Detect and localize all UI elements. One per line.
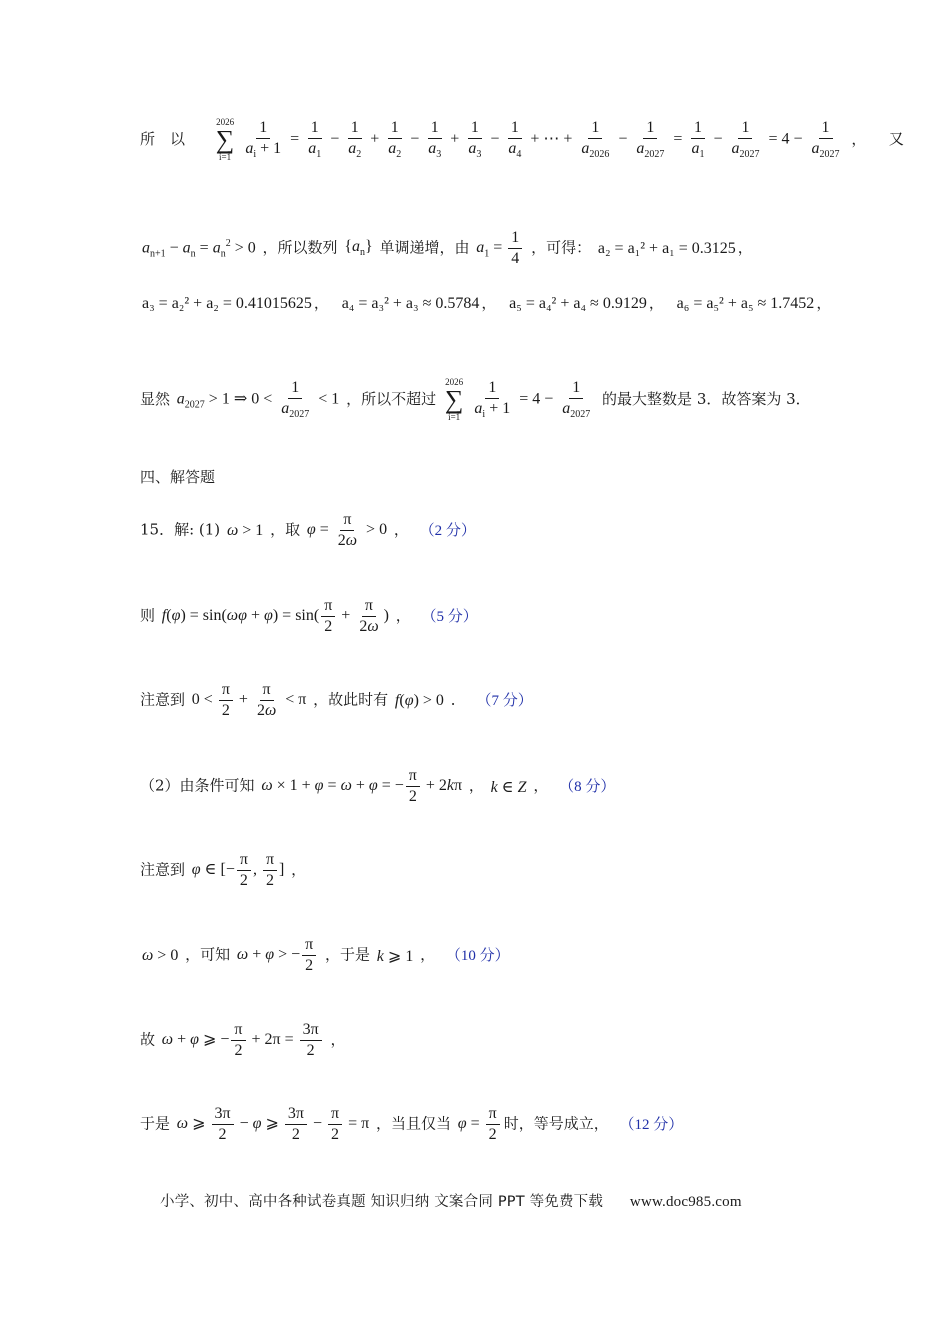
sequence-symbol: $\{a_n\}$ <box>344 238 373 259</box>
footer-text: 小学、初中、高中各种试卷真题 知识归纳 文案合同 PPT 等免费下载 <box>160 1194 604 1210</box>
telescoping-formula: 2026 ∑ i=1 $\frac{1}{a_i + 1}$ = $\frac{1}{a_1}$ − $\frac{1}{a_2}$ + $\frac{1}{a_2}$ − $\frac{1}{a_3}$ + $\frac{1}{a_3}$ − $\frac{1}{a_4}$ + ⋯ + $\frac{1}{a_{2026}}$ − $\frac{1}{a_{2027}}$ = $\frac{1}{a_1}$ − $\frac{1}{a_{2027}}$ = 4 − $\frac{1}{a_{2027}}$ <box>215 117 840 162</box>
line-observe-2: 注意到 φ ∈ [− $\frac{\pi}{2}$ , $\frac{\pi}{2}$ ] ， <box>140 851 307 889</box>
score-2: （2 分） <box>419 522 476 539</box>
line-k-bound: ω > 0 ，可知 ω + φ > − $\frac{\pi}{2}$ ，于是 k ⩾ 1 ， （10 分） <box>142 936 510 974</box>
line1-prefix: 所 以 <box>140 130 186 148</box>
a3-value: a₃ = a₂² + a₂ = 0.41015625 <box>142 295 312 312</box>
line2-text-a: ，所以数列 <box>262 238 338 257</box>
a5-value: a₅ = a₄² + a₄ ≈ 0.9129 <box>509 295 647 312</box>
line-q15-part2: （2）由条件可知 ω × 1 + φ = ω + φ = − $\frac{\pi}{2}$ + 2kπ ， k ∈ Z ， （8 分） <box>140 767 616 805</box>
footer-url[interactable]: www.doc985.com <box>629 1194 742 1210</box>
line2-text-b: 单调递增，由 <box>379 238 470 257</box>
line-therefore: 故 ω + φ ⩾ − $\frac{\pi}{2}$ + 2π = $\frac{3\pi}{2}$ ， <box>140 1021 346 1059</box>
score-10: （10 分） <box>445 947 510 964</box>
a2027-bound: $a_{2027} > 1$ ⇒ 0 < $\frac{1}{a_{2027}}$ < 1 <box>176 379 340 421</box>
line-q15-part1: 15．解: (1) ω > 1 ，取 φ = $\frac{\pi}{2\omega}$ > 0 ， （2 分） <box>140 511 476 549</box>
line-observe-1: 注意到 0 < $\frac{\pi}{2}$ + $\frac{\pi}{2\omega}$ < π ，故此时有 f(φ) > 0 ． （7 分） <box>140 681 533 719</box>
score-8: （8 分） <box>559 778 616 795</box>
line4-prefix: 显然 <box>140 390 171 408</box>
line4-suffix: 的最大整数是 3．故答案为 3． <box>602 390 811 408</box>
line2-text-c: ，可得： <box>531 238 592 257</box>
score-7: （7 分） <box>476 692 533 709</box>
section-heading: 四、解答题 <box>140 468 216 486</box>
line-monotonic: $a_{n+1} - a_n = a_n^2 > 0$ ，所以数列 $\{a_n\}$ 单调递增，由 $a_1$ = $\frac{1}{4}$ ，可得： a₂ = a₁² + a₁ = 0.3125 ， <box>142 229 753 267</box>
line-f-phi: 则 f(φ) = sin(ωφ + φ) = sin( $\frac{\pi}{2}$ + $\frac{\pi}{2\omega}$ ) ， （5 分） <box>140 597 478 635</box>
line-conclusion <box>140 378 830 422</box>
a4-value: a₄ = a₃² + a₃ ≈ 0.5784 <box>341 295 480 312</box>
line1-suffix: ， 又 <box>851 130 904 148</box>
page-footer <box>160 1190 742 1211</box>
line-sum-telescoping <box>140 117 904 162</box>
a6-value: a₆ = a₅² + a₅ ≈ 1.7452 <box>676 295 815 312</box>
line-sequence-values: a₃ = a₂² + a₂ = 0.41015625 ， a₄ = a₃² + a₃ ≈ 0.5784 ， a₅ = a₄² + a₄ ≈ 0.9129 ， a₆ = a₅² + a₅ ≈ 1.7452 ， <box>142 294 832 312</box>
a2-value: a₂ = a₁² + a₁ = 0.3125 <box>597 239 736 257</box>
line4-mid: ，所以不超过 <box>346 390 437 408</box>
score-5: （5 分） <box>421 608 478 625</box>
score-12: （12 分） <box>619 1116 684 1133</box>
recurrence-expr: $a_{n+1} - a_n = a_n^2 > 0$ <box>142 237 256 260</box>
line-final: 于是 ω ⩾ $\frac{3\pi}{2}$ − φ ⩾ $\frac{3\pi}{2}$ − $\frac{\pi}{2}$ = π ，当且仅当 φ = $\frac{\pi}{2}$ 时，等号成立， （12 分） <box>140 1105 684 1143</box>
sum-result: 2026 ∑ i=1 $\frac{1}{a_i + 1}$ = 4 − $\frac{1}{a_{2027}}$ <box>444 377 591 422</box>
a1-value: $a_1$ = $\frac{1}{4}$ <box>476 228 524 269</box>
sum-symbol: 2026 ∑ i=1 <box>215 117 235 162</box>
